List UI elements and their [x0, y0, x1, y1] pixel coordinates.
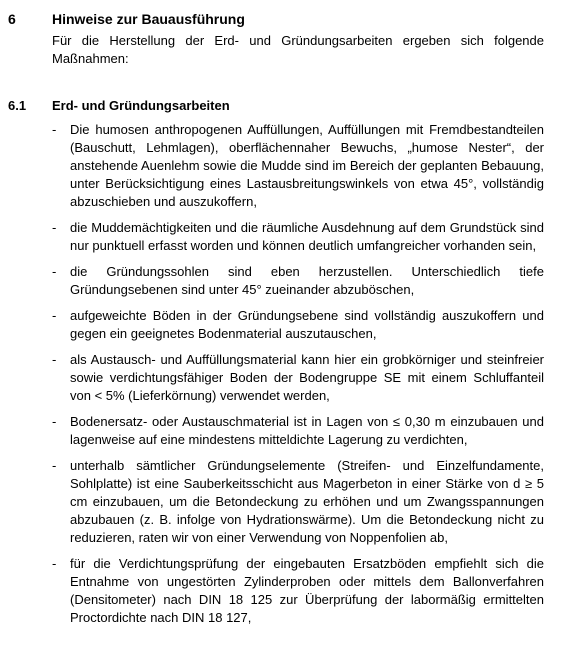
- list-item-text: unterhalb sämtlicher Gründungselemente (Streifen- und Einzelfundamente, Sohlplatte) ist eine Sauberkeitsschicht aus Magerbeton in einer Stärke von d ≥ 5 cm einzubauen, um die Betondeckung zu erhöhen und um Zwangsspannungen abzubauen (z. B. infolge von Hydrationswärme). Um die Betondeckung nicht zu reduzieren, raten wir von einer Verwendung von Noppenfolien ab,: [70, 458, 544, 545]
- list-item-text: die Muddemächtigkeiten und die räumliche Ausdehnung auf dem Grundstück sind nur punktuell erfasst worden und können deutlich umfangreicher vorhanden sein,: [70, 220, 544, 253]
- list-item: [0, 413, 563, 449]
- bullet-dash: -: [52, 352, 57, 367]
- list-item: [0, 351, 563, 405]
- measures-list: [0, 121, 563, 627]
- bullet-dash: -: [52, 264, 57, 279]
- bullet-dash: -: [52, 458, 57, 473]
- list-item: [0, 555, 563, 627]
- bullet-dash: -: [52, 414, 57, 429]
- list-item: [0, 457, 563, 547]
- subsection-6-1: [0, 97, 563, 635]
- subsection-heading: [0, 97, 563, 115]
- list-item: [0, 307, 563, 343]
- list-item-text: Die humosen anthropogenen Auffüllungen, Auffüllungen mit Fremdbestandteilen (Bauschutt, Lehmlagen), oberflächennaher Bewuchs, „humose Nester“, der anstehende Auenlehm sowie die Mudde sind im Bereich der geplanten Bebauung, unter Berücksichtigung eines Lastausbreitungswinkels von etwa 45°, vollständig abzuschieben und auszukoffern,: [70, 122, 544, 209]
- subsection-number: 6.1: [8, 98, 27, 113]
- section-title: Hinweise zur Bauausführung: [52, 11, 245, 27]
- section-6: [0, 10, 563, 68]
- list-item: [0, 121, 563, 211]
- list-item: [0, 219, 563, 255]
- list-item-text: als Austausch- und Auffüllungsmaterial kann hier ein grobkörniger und steinfreier sowie verdichtungsfähiger Boden der Bodengruppe SE mit einem Schluffanteil von < 5% (Lieferkörnung) verwendet werden,: [70, 352, 544, 403]
- list-item-text: aufgeweichte Böden in der Gründungsebene sind vollständig auszukoffern und gegen ein geeignetes Bodenmaterial auszutauschen,: [70, 308, 544, 341]
- bullet-dash: -: [52, 220, 57, 235]
- list-item-text: für die Verdichtungsprüfung der eingebauten Ersatzböden empfiehlt sich die Entnahme von ungestörten Zylinderproben oder mittels dem Ballonverfahren (Densitometer) nach DIN 18 125 zur Überprüfung der labormäßig ermittelten Proctordichte nach DIN 18 127,: [70, 556, 544, 625]
- subsection-title: Erd- und Gründungsarbeiten: [52, 98, 230, 113]
- section-intro: Für die Herstellung der Erd- und Gründungsarbeiten ergeben sich folgende Maßnahmen:: [52, 33, 544, 66]
- bullet-dash: -: [52, 122, 57, 137]
- section-number: 6: [8, 11, 16, 27]
- list-item: [0, 263, 563, 299]
- section-heading: [0, 10, 563, 28]
- bullet-dash: -: [52, 308, 57, 323]
- list-item-text: Bodenersatz- oder Austauschmaterial ist in Lagen von ≤ 0,30 m einzubauen und lagenweise auf eine mindestens mitteldichte Lagerung zu verdichten,: [70, 414, 544, 447]
- list-item-text: die Gründungssohlen sind eben herzustellen. Unterschiedlich tiefe Gründungsebenen sind unter 45° zueinander abzuböschen,: [70, 264, 544, 297]
- bullet-dash: -: [52, 556, 57, 571]
